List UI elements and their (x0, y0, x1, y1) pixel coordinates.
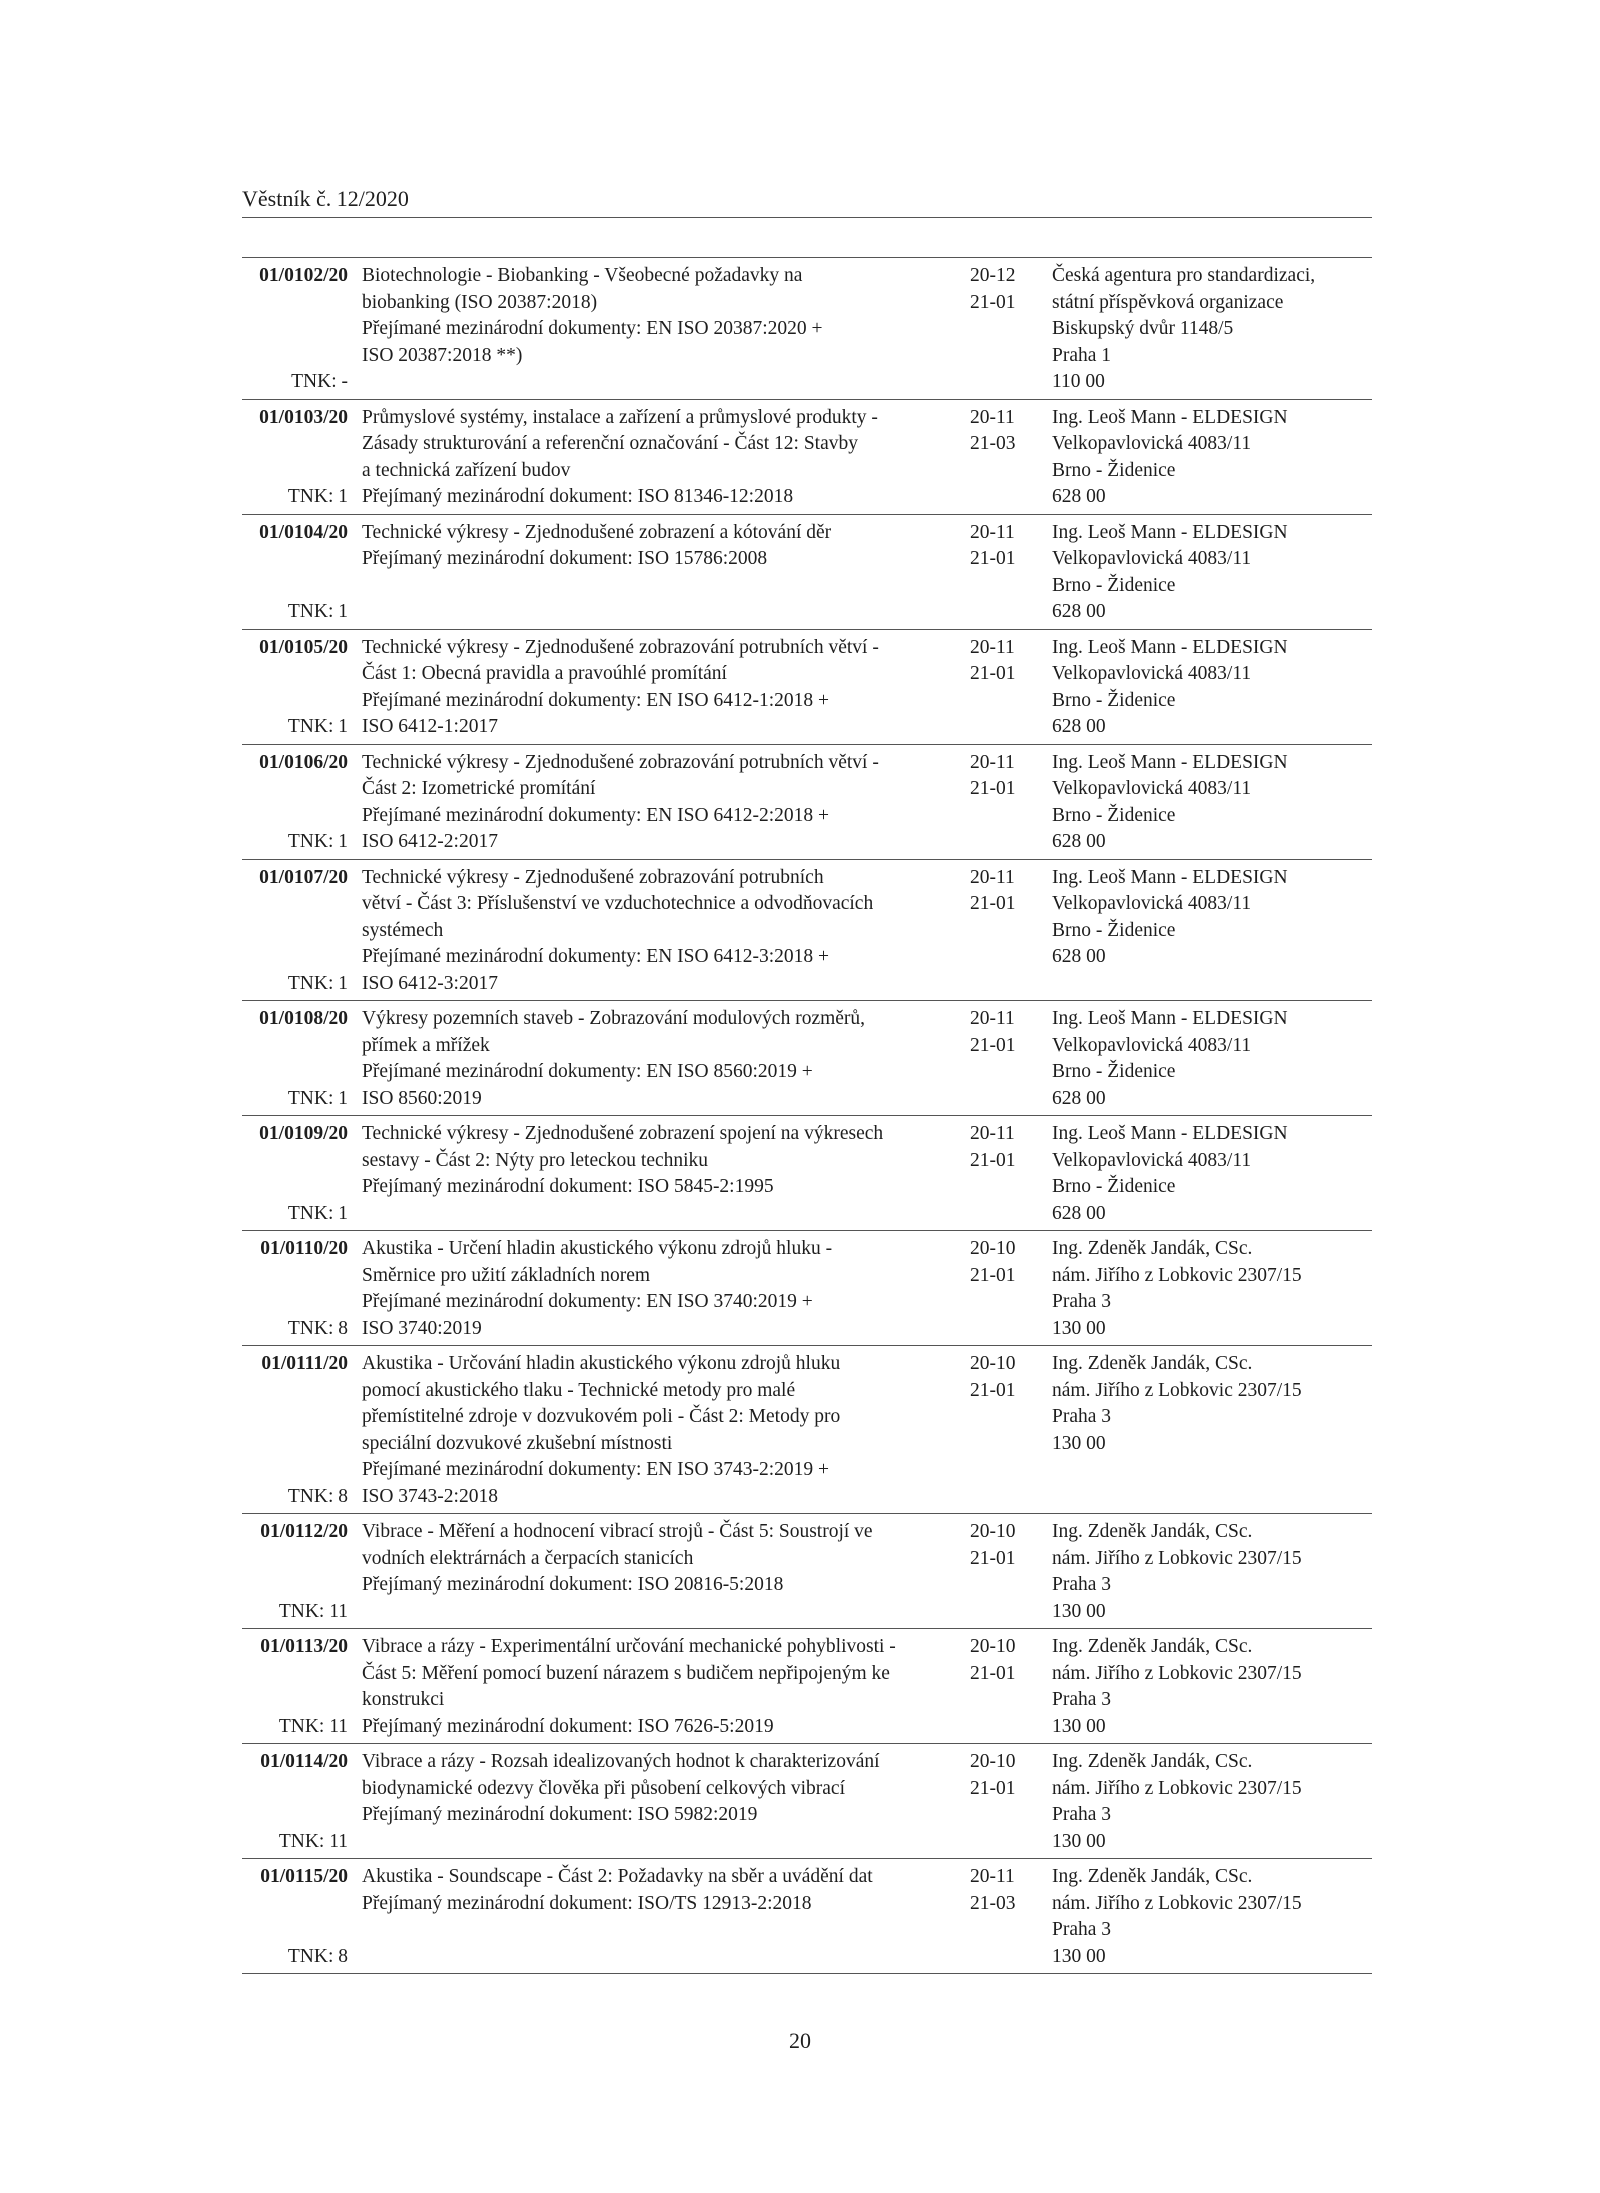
standard-id-cell (242, 1634, 362, 1740)
date-value: 20-11 (970, 521, 1015, 543)
address-line: Ing. Zdeněk Jandák, CSc. (1052, 1353, 1253, 1374)
address-line: Ing. Leoš Mann - ELDESIGN (1052, 636, 1288, 658)
tnk-label: TNK: 8 (287, 1317, 348, 1339)
dates-cell (967, 865, 1052, 998)
title-line: konstrukci (362, 1689, 445, 1710)
standard-title-cell (362, 520, 967, 626)
dates-cell (967, 520, 1052, 626)
tnk-label: TNK: 1 (287, 1202, 348, 1224)
table-row (242, 1514, 1372, 1629)
title-line: Přejímaný mezinárodní dokument: ISO 7626-5:2019 (362, 1715, 774, 1737)
address-line: Brno - Židenice (1052, 689, 1176, 711)
address-line: nám. Jiřího z Lobkovic 2307/15 (1052, 1777, 1302, 1799)
address-line: Brno - Židenice (1052, 1061, 1176, 1082)
title-line: Přejímaný mezinárodní dokument: ISO/TS 12913-2:2018 (362, 1892, 812, 1914)
date-value: 20-10 (970, 1521, 1016, 1542)
address-line: Ing. Leoš Mann - ELDESIGN (1052, 866, 1288, 888)
date-value: 21-01 (970, 548, 1016, 569)
standard-number: 01/0107/20 (259, 866, 348, 888)
dates-cell (967, 1864, 1052, 1970)
address-line: Ing. Leoš Mann - ELDESIGN (1052, 751, 1288, 773)
standard-title-cell (362, 405, 967, 511)
date-value: 21-01 (970, 778, 1016, 799)
standard-id-cell (242, 263, 362, 396)
tnk-label: TNK: 1 (287, 1087, 348, 1109)
address-line: Ing. Leoš Mann - ELDESIGN (1052, 1123, 1288, 1144)
address-line: 628 00 (1052, 716, 1106, 737)
date-value: 21-03 (970, 1892, 1016, 1914)
address-line: Ing. Zdeněk Jandák, CSc. (1052, 1521, 1253, 1542)
title-line: Vibrace a rázy - Experimentální určování mechanické pohyblivosti - (362, 1636, 896, 1657)
standard-number: 01/0112/20 (260, 1521, 348, 1542)
title-line: biobanking (ISO 20387:2018) (362, 291, 598, 313)
dates-cell (967, 1351, 1052, 1510)
processor-address-cell (1052, 1351, 1372, 1510)
processor-address-cell (1052, 750, 1372, 856)
standard-number: 01/0105/20 (259, 636, 348, 658)
address-line: Velkopavlovická 4083/11 (1052, 1149, 1252, 1171)
address-line: státní příspěvková organizace (1052, 291, 1284, 313)
title-line: Akustika - Určení hladin akustického výkonu zdrojů hluku - (362, 1238, 833, 1259)
address-line: Ing. Zdeněk Jandák, CSc. (1052, 1238, 1253, 1259)
processor-address-cell (1052, 520, 1372, 626)
processor-address-cell (1052, 1006, 1372, 1112)
title-line: ISO 6412-3:2017 (362, 972, 498, 994)
address-line: Velkopavlovická 4083/11 (1052, 548, 1252, 569)
tnk-label: TNK: 11 (278, 1600, 348, 1622)
dates-cell (967, 750, 1052, 856)
address-line: Brno - Židenice (1052, 1176, 1176, 1197)
tnk-label: TNK: 1 (287, 601, 348, 622)
standard-number: 01/0104/20 (259, 521, 348, 543)
title-line: Technické výkresy - Zjednodušené zobrazování potrubních (362, 866, 824, 888)
date-value: 20-10 (970, 1238, 1016, 1259)
date-value: 21-01 (970, 1034, 1016, 1056)
date-value: 21-01 (970, 1777, 1016, 1799)
tnk-label: TNK: 8 (287, 1945, 348, 1967)
title-line: Přejímaný mezinárodní dokument: ISO 5845-2:1995 (362, 1176, 774, 1197)
tnk-label: TNK: 1 (287, 716, 348, 737)
dates-cell (967, 1121, 1052, 1227)
dates-cell (967, 1634, 1052, 1740)
date-value: 21-01 (970, 291, 1016, 313)
title-line: přímek a mřížek (362, 1034, 490, 1056)
address-line: Ing. Leoš Mann - ELDESIGN (1052, 406, 1288, 428)
tnk-label: TNK: 11 (278, 1715, 348, 1737)
standard-title-cell (362, 1351, 967, 1510)
address-line: 130 00 (1052, 1830, 1106, 1852)
title-line: Vibrace a rázy - Rozsah idealizovaných hodnot k charakterizování (362, 1751, 880, 1772)
standard-id-cell (242, 1749, 362, 1855)
page-number: 20 (789, 2028, 811, 2053)
table-row (242, 515, 1372, 630)
title-line: Přejímané mezinárodní dokumenty: EN ISO 6412-3:2018 + (362, 946, 830, 967)
standard-title-cell (362, 1864, 967, 1970)
standard-number: 01/0109/20 (259, 1123, 348, 1144)
title-line: ISO 3743-2:2018 (362, 1485, 498, 1507)
table-row (242, 1744, 1372, 1859)
dates-cell (967, 405, 1052, 511)
title-line: Výkresy pozemních staveb - Zobrazování modulových rozměrů, (362, 1008, 866, 1029)
address-line: 628 00 (1052, 946, 1106, 967)
standard-number: 01/0102/20 (259, 265, 348, 286)
title-line: Průmyslové systémy, instalace a zařízení a průmyslové produkty - (362, 406, 878, 428)
address-line: nám. Jiřího z Lobkovic 2307/15 (1052, 1662, 1302, 1684)
title-line: Přejímané mezinárodní dokumenty: EN ISO 3740:2019 + (362, 1291, 813, 1312)
table-row (242, 630, 1372, 745)
dates-cell (967, 1236, 1052, 1342)
table-row (242, 257, 1372, 400)
address-line: 110 00 (1052, 371, 1105, 392)
address-line: Velkopavlovická 4083/11 (1052, 433, 1252, 454)
standard-id-cell (242, 635, 362, 741)
date-value: 20-10 (970, 1636, 1016, 1657)
date-value: 20-11 (970, 636, 1015, 658)
standard-number: 01/0115/20 (260, 1866, 348, 1887)
processor-address-cell (1052, 1519, 1372, 1625)
standard-number: 01/0103/20 (259, 406, 348, 428)
standard-number: 01/0106/20 (259, 751, 348, 773)
date-value: 20-11 (970, 406, 1015, 428)
date-value: 21-01 (970, 1264, 1016, 1286)
address-line: Ing. Leoš Mann - ELDESIGN (1052, 1008, 1288, 1029)
address-line: nám. Jiřího z Lobkovic 2307/15 (1052, 1547, 1302, 1569)
standard-id-cell (242, 1236, 362, 1342)
table-row (242, 1346, 1372, 1514)
address-line: 130 00 (1052, 1432, 1106, 1454)
page-header-title: Věstník č. 12/2020 (242, 186, 409, 211)
standard-title-cell (362, 1121, 967, 1227)
address-line: Brno - Židenice (1052, 804, 1176, 826)
address-line: Praha 3 (1052, 1689, 1112, 1710)
table-row (242, 400, 1372, 515)
standard-title-cell (362, 1236, 967, 1342)
dates-cell (967, 635, 1052, 741)
standard-title-cell (362, 750, 967, 856)
title-line: ISO 8560:2019 (362, 1087, 482, 1109)
title-line: speciální dozvukové zkušební místnosti (362, 1432, 673, 1454)
address-line: 628 00 (1052, 831, 1106, 852)
table-row (242, 1231, 1372, 1346)
address-line: 628 00 (1052, 601, 1106, 622)
address-line: Ing. Zdeněk Jandák, CSc. (1052, 1866, 1253, 1887)
date-value: 20-11 (970, 1008, 1015, 1029)
address-line: Ing. Zdeněk Jandák, CSc. (1052, 1751, 1253, 1772)
title-line: sestavy - Část 2: Nýty pro leteckou techniku (362, 1149, 709, 1171)
address-line: 130 00 (1052, 1945, 1106, 1967)
title-line: přemístitelné zdroje v dozvukovém poli - Část 2: Metody pro (362, 1406, 841, 1427)
address-line: 628 00 (1052, 486, 1106, 507)
title-line: Část 5: Měření pomocí buzení nárazem s budičem nepřipojeným ke (362, 1662, 890, 1684)
date-value: 21-01 (970, 893, 1016, 914)
title-line: ISO 3740:2019 (362, 1317, 482, 1339)
processor-address-cell (1052, 635, 1372, 741)
title-line: Akustika - Určování hladin akustického výkonu zdrojů hluku (362, 1353, 841, 1374)
date-value: 20-10 (970, 1751, 1016, 1772)
address-line: 130 00 (1052, 1600, 1106, 1622)
date-value: 21-01 (970, 1379, 1016, 1401)
address-line: Ing. Leoš Mann - ELDESIGN (1052, 521, 1288, 543)
dates-cell (967, 1006, 1052, 1112)
dates-cell (967, 263, 1052, 396)
processor-address-cell (1052, 1749, 1372, 1855)
title-line: Přejímané mezinárodní dokumenty: EN ISO 8560:2019 + (362, 1061, 813, 1082)
processor-address-cell (1052, 405, 1372, 511)
title-line: Vibrace - Měření a hodnocení vibrací strojů - Část 5: Soustrojí ve (362, 1521, 873, 1542)
standard-number: 01/0111/20 (261, 1353, 348, 1374)
tnk-label: TNK: - (291, 371, 348, 392)
title-line: Přejímaný mezinárodní dokument: ISO 5982:2019 (362, 1804, 758, 1825)
date-value: 21-01 (970, 1149, 1016, 1171)
tnk-label: TNK: 1 (287, 831, 348, 852)
standard-title-cell (362, 865, 967, 998)
date-value: 20-11 (970, 1866, 1015, 1887)
date-value: 20-11 (970, 751, 1015, 773)
tnk-label: TNK: 8 (287, 1485, 348, 1507)
dates-cell (967, 1749, 1052, 1855)
address-line: Brno - Židenice (1052, 919, 1176, 941)
standard-number: 01/0108/20 (259, 1008, 348, 1029)
dates-cell (967, 1519, 1052, 1625)
standard-title-cell (362, 1749, 967, 1855)
title-line: Přejímané mezinárodní dokumenty: EN ISO 6412-2:2018 + (362, 804, 830, 826)
title-line: Přejímaný mezinárodní dokument: ISO 81346-12:2018 (362, 486, 794, 507)
standard-id-cell (242, 1121, 362, 1227)
standard-id-cell (242, 520, 362, 626)
address-line: Brno - Židenice (1052, 574, 1176, 596)
address-line: 130 00 (1052, 1715, 1106, 1737)
title-line: vodních elektrárnách a čerpacích stanicích (362, 1547, 694, 1569)
date-value: 20-10 (970, 1353, 1016, 1374)
address-line: Velkopavlovická 4083/11 (1052, 893, 1252, 914)
address-line: Praha 3 (1052, 1291, 1112, 1312)
address-line: Biskupský dvůr 1148/5 (1052, 318, 1234, 339)
title-line: pomocí akustického tlaku - Technické metody pro malé (362, 1379, 796, 1401)
standard-number: 01/0110/20 (260, 1238, 348, 1259)
date-value: 21-01 (970, 663, 1016, 684)
table-row (242, 1116, 1372, 1231)
standard-title-cell (362, 1006, 967, 1112)
table-row (242, 860, 1372, 1002)
address-line: Velkopavlovická 4083/11 (1052, 778, 1252, 799)
title-line: Část 2: Izometrické promítání (362, 778, 596, 799)
address-line: nám. Jiřího z Lobkovic 2307/15 (1052, 1379, 1302, 1401)
title-line: Technické výkresy - Zjednodušené zobrazování potrubních větví - (362, 751, 879, 773)
title-line: Technické výkresy - Zjednodušené zobrazování potrubních větví - (362, 636, 879, 658)
title-line: biodynamické odezvy člověka při působení celkových vibrací (362, 1777, 846, 1799)
title-line: Přejímaný mezinárodní dokument: ISO 15786:2008 (362, 548, 768, 569)
standard-title-cell (362, 1519, 967, 1625)
standard-number: 01/0114/20 (260, 1751, 348, 1772)
address-line: Praha 3 (1052, 1406, 1112, 1427)
title-line: Biotechnologie - Biobanking - Všeobecné požadavky na (362, 265, 803, 286)
standard-title-cell (362, 635, 967, 741)
title-line: Přejímané mezinárodní dokumenty: EN ISO 3743-2:2019 + (362, 1459, 830, 1480)
date-value: 20-11 (970, 1123, 1015, 1144)
address-line: Česká agentura pro standardizaci, (1052, 265, 1316, 286)
address-line: 628 00 (1052, 1087, 1106, 1109)
title-line: Technické výkresy - Zjednodušené zobrazení spojení na výkresech (362, 1123, 884, 1144)
header-divider (242, 217, 1372, 218)
address-line: nám. Jiřího z Lobkovic 2307/15 (1052, 1264, 1302, 1286)
title-line: Přejímaný mezinárodní dokument: ISO 20816-5:2018 (362, 1574, 784, 1595)
title-line: ISO 6412-1:2017 (362, 716, 498, 737)
standard-id-cell (242, 1864, 362, 1970)
tnk-label: TNK: 1 (287, 972, 348, 994)
standards-table (242, 257, 1372, 1974)
address-line: Velkopavlovická 4083/11 (1052, 663, 1252, 684)
title-line: Přejímané mezinárodní dokumenty: EN ISO 20387:2020 + (362, 318, 823, 339)
processor-address-cell (1052, 1121, 1372, 1227)
table-row (242, 1859, 1372, 1974)
address-line: Praha 1 (1052, 344, 1112, 366)
tnk-label: TNK: 1 (287, 486, 348, 507)
table-row (242, 745, 1372, 860)
date-value: 20-12 (970, 265, 1016, 286)
standard-id-cell (242, 750, 362, 856)
address-line: Ing. Zdeněk Jandák, CSc. (1052, 1636, 1253, 1657)
standard-id-cell (242, 405, 362, 511)
title-line: Zásady strukturování a referenční označování - Část 12: Stavby (362, 433, 859, 454)
title-line: systémech (362, 919, 444, 941)
standard-number: 01/0113/20 (260, 1636, 348, 1657)
table-row (242, 1001, 1372, 1116)
date-value: 21-01 (970, 1547, 1016, 1569)
processor-address-cell (1052, 1864, 1372, 1970)
title-line: Směrnice pro užití základních norem (362, 1264, 651, 1286)
title-line: a technická zařízení budov (362, 459, 571, 481)
address-line: Praha 3 (1052, 1574, 1112, 1595)
title-line: větví - Část 3: Příslušenství ve vzduchotechnice a odvodňovacích (362, 893, 874, 914)
date-value: 20-11 (970, 866, 1015, 888)
address-line: Praha 3 (1052, 1919, 1112, 1940)
processor-address-cell (1052, 263, 1372, 396)
standard-id-cell (242, 865, 362, 998)
date-value: 21-01 (970, 1662, 1016, 1684)
title-line: ISO 6412-2:2017 (362, 831, 498, 852)
address-line: Praha 3 (1052, 1804, 1112, 1825)
title-line: Přejímané mezinárodní dokumenty: EN ISO 6412-1:2018 + (362, 689, 830, 711)
processor-address-cell (1052, 865, 1372, 998)
address-line: 130 00 (1052, 1317, 1106, 1339)
title-line: Akustika - Soundscape - Část 2: Požadavky na sběr a uvádění dat (362, 1866, 873, 1887)
standard-id-cell (242, 1519, 362, 1625)
processor-address-cell (1052, 1236, 1372, 1342)
address-line: Brno - Židenice (1052, 459, 1176, 481)
title-line: ISO 20387:2018 **) (362, 344, 523, 366)
address-line: nám. Jiřího z Lobkovic 2307/15 (1052, 1892, 1302, 1914)
processor-address-cell (1052, 1634, 1372, 1740)
standard-title-cell (362, 263, 967, 396)
standard-title-cell (362, 1634, 967, 1740)
standard-id-cell (242, 1351, 362, 1510)
address-line: 628 00 (1052, 1202, 1106, 1224)
tnk-label: TNK: 11 (278, 1830, 348, 1852)
table-row (242, 1629, 1372, 1744)
date-value: 21-03 (970, 433, 1016, 454)
title-line: Část 1: Obecná pravidla a pravoúhlé promítání (362, 663, 727, 684)
address-line: Velkopavlovická 4083/11 (1052, 1034, 1252, 1056)
title-line: Technické výkresy - Zjednodušené zobrazení a kótování děr (362, 521, 832, 543)
standard-id-cell (242, 1006, 362, 1112)
